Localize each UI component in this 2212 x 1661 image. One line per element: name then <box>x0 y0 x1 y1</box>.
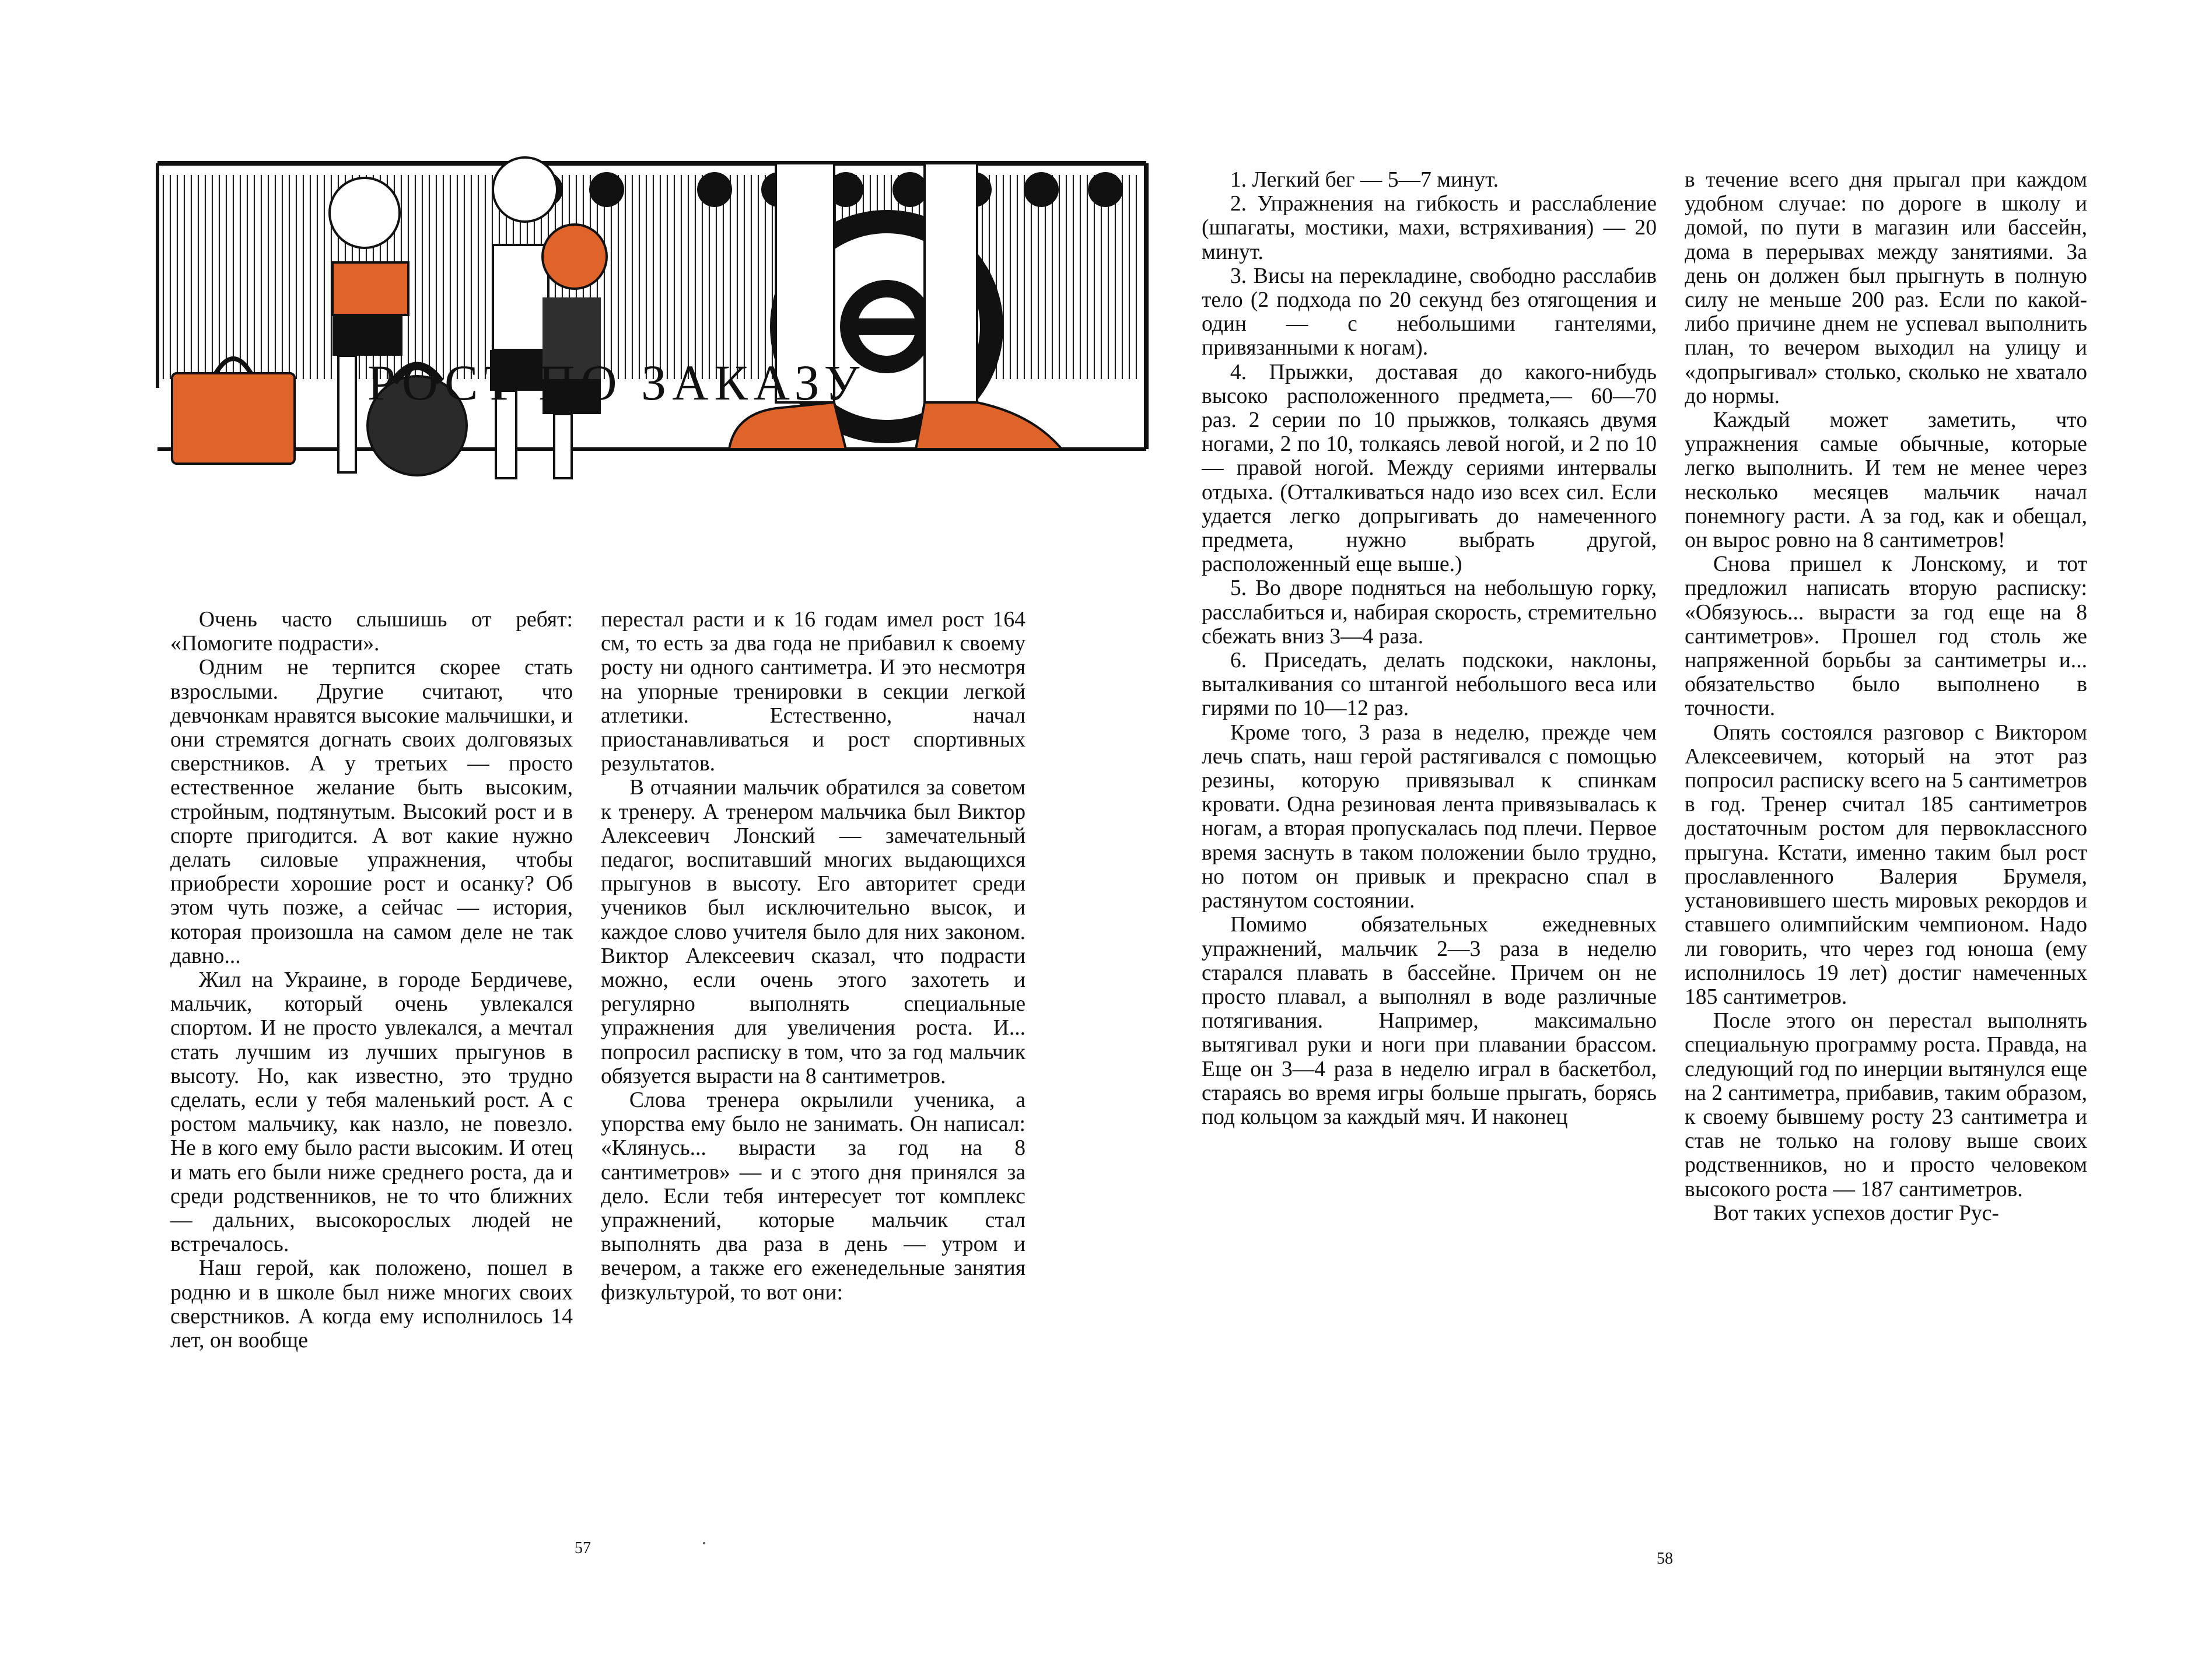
column-2 <box>601 608 1026 1305</box>
page-number-right: 58 <box>1657 1550 1673 1568</box>
paragraph: Вот таких успехов достиг Рус- <box>1713 1201 1999 1225</box>
paragraph: Жил на Украине, в городе Бердичеве, мальчик, который очень увлекался спортом. И не просто увлекался, а мечтал стать лучшим из лучших прыгунов в высоту. Но, как известно, это трудно сделать, если у тебя маленький рост. А с ростом мальчику, как назло, не повезло. Не в кого ему было расти высоким. И отец и мать его были ниже среднего роста, да и среди родственников, не то что ближних — дальних, высокорослых людей не встречалось. <box>170 968 573 1257</box>
list-item: 4. Прыжки, доставая до какого-нибудь высоко расположенного предмета,— 60—70 раз. 2 серии по 10 прыжков, толкаясь двумя ногами, 2 по 10, толкаясь левой ногой, и 2 по 10 — правой ногой. Между сериями интервалы отдыха. (Отталкиваться надо изо всех сил. Если удается легко допрыгивать до намеченного предмета, нужно выбрать другой, расположенный еще выше.) <box>1202 360 1657 577</box>
list-item: 3. Висы на перекладине, свободно расслабив тело (2 подхода по 20 секунд без отягощения и один — с небольшими гантелями, привязанными к ногам). <box>1202 264 1657 360</box>
paragraph: Одним не терпится скорее стать взрослыми. Другие считают, что девчонкам нравятся высокие мальчишки, и они стремятся догнать своих долговязых сверстников. А у третьих — просто естественное желание быть высоким, стройным, подтянутым. Высокий рост и в спорте пригодится. А вот какие нужно делать силовые упражнения, чтобы приобрести хорошие рост и осанку? Об этом чуть позже, а сейчас — история, которая произошла на самом деле не так давно... <box>170 656 573 968</box>
list-item: 1. Легкий бег — 5—7 минут. <box>1230 168 1499 192</box>
print-speck <box>703 1542 705 1544</box>
list-item: 5. Во дворе подняться на небольшую горку, расслабиться и, набирая скорость, стремительно сбежать вниз 3—4 раза. <box>1202 576 1657 649</box>
paragraph: Помимо обязательных ежедневных упражнений, мальчик 2—3 раза в неделю старался плавать в бассейне. Причем он не просто плавал, а выполнял в воде различные потягивания. Например, максимально вытягивал руки и ноги при плавании брассом. Еще он 3—4 раза в неделю играл в баскетбол, стараясь во время игры больше прыгать, борясь под кольцом за каждый мяч. И наконец <box>1202 913 1657 1129</box>
page-number-left: 57 <box>575 1539 591 1557</box>
paragraph: перестал расти и к 16 годам имел рост 164 см, то есть за два года не прибавил к своему росту ни одного сантиметра. И это несмотря на упорные тренировки в секции легкой атлетики. Естественно, начал приостанавливаться и рост спортивных результатов. <box>601 608 1026 776</box>
column-4 <box>1685 168 2087 1225</box>
list-item: 2. Упражнения на гибкость и расслабление (шпагаты, мостики, махи, встряхивания) — 20 минут. <box>1202 192 1657 264</box>
paragraph: в течение всего дня прыгал при каждом удобном случае: по дороге в школу и домой, по пути в магазин или бассейн, дома в перерывах между занятиями. За день он должен был прыгнуть в полную силу не меньше 200 раз. Если по какой-либо причине днем не успевал выполнить план, то вечером выходил на улицу и «допрыгивал» столько, сколько не хватало до нормы. <box>1685 168 2087 408</box>
kid-right <box>542 225 607 478</box>
list-item: 6. Приседать, делать подскоки, наклоны, выталкивания со штангой небольшого веса или гирями по 10—12 раз. <box>1202 649 1657 721</box>
header-illustration <box>146 122 1155 502</box>
paragraph: Слова тренера окрылили ученика, а упорства ему было не занимать. Он написал: «Клянусь... вырасти за год на 8 сантиметров» — и с этого дня принялся за дело. Если тебя интересует тот комплекс упражнений, которые мальчик стал выполнять два раза в день — утром и вечером, а также его еженедельные занятия физкультурой, то вот они: <box>601 1088 1026 1305</box>
paragraph: Опять состоялся разговор с Виктором Алексеевичем, который на этот раз попросил расписку всего на 5 сантиметров в год. Тренер считал 185 сантиметров достаточным ростом для первоклассного прыгуна. Кстати, именно таким был рост прославленного Валерия Брумеля, установившего шесть мировых рекордов и ставшего олимпийским чемпионом. Надо ли говорить, что через год юноша (ему исполнилось 19 лет) достиг намеченных 185 сантиметров. <box>1685 720 2087 1009</box>
column-3 <box>1202 168 1657 1129</box>
paragraph: Снова пришел к Лонскому, и тот предложил написать вторую расписку: «Обязуюсь... вырасти за год еще на 8 сантиметров». Прошел год столь же напряженной борьбы за сантиметры и... обязательство было выполнено в точности. <box>1685 552 2087 721</box>
paragraph: Наш герой, как положено, пошел в родню и в школе был ниже многих своих сверстников. А когда ему исполнилось 14 лет, он вообще <box>170 1256 573 1353</box>
paragraph: После этого он перестал выполнять специальную программу роста. Правда, на следующий год по инерции вытянулся еще на 2 сантиметра, прибавив, таким образом, к своему бывшему росту 23 сантиметра и став не только на голову выше своих родственников, но и просто человеком высокого роста — 187 сантиметров. <box>1685 1009 2087 1201</box>
column-1 <box>170 608 573 1352</box>
bag <box>172 359 295 464</box>
article-title: РОСТ ПО ЗАКАЗУ <box>368 355 866 411</box>
paragraph: Каждый может заметить, что упражнения самые обычные, которые легко выполнить. И тем не менее через несколько месяцев мальчик начал понемногу расти. А за год, как и обещал, он вырос ровно на 8 сантиметров! <box>1685 408 2087 553</box>
paragraph: В отчаянии мальчик обратился за советом к тренеру. А тренером мальчика был Виктор Алексеевич Лонский — замечательный педагог, воспитавший многих выдающихся прыгунов в высоту. Его авторитет среди учеников был исключительно высок, и каждое слово учителя было для них законом. Виктор Алексеевич сказал, что подрасти можно, если очень этого захотеть и регулярно выполнять специальные упражнения для увеличения роста. И... попросил расписку в том, что за год мальчик обязуется вырасти на 8 сантиметров. <box>601 776 1026 1088</box>
paragraph: Кроме того, 3 раза в неделю, прежде чем лечь спать, наш герой растягивался с помощью резины, которую привязывал к спинкам кровати. Одна резиновая лента привязывалась к ногам, а вторая пропускалась под плечи. Первое время заснуть в таком положении было трудно, но потом он привык и прекрасно спал в растянутом состоянии. <box>1202 720 1657 913</box>
paragraph: Очень часто слышишь от ребят: «Помогите подрасти». <box>170 608 573 656</box>
